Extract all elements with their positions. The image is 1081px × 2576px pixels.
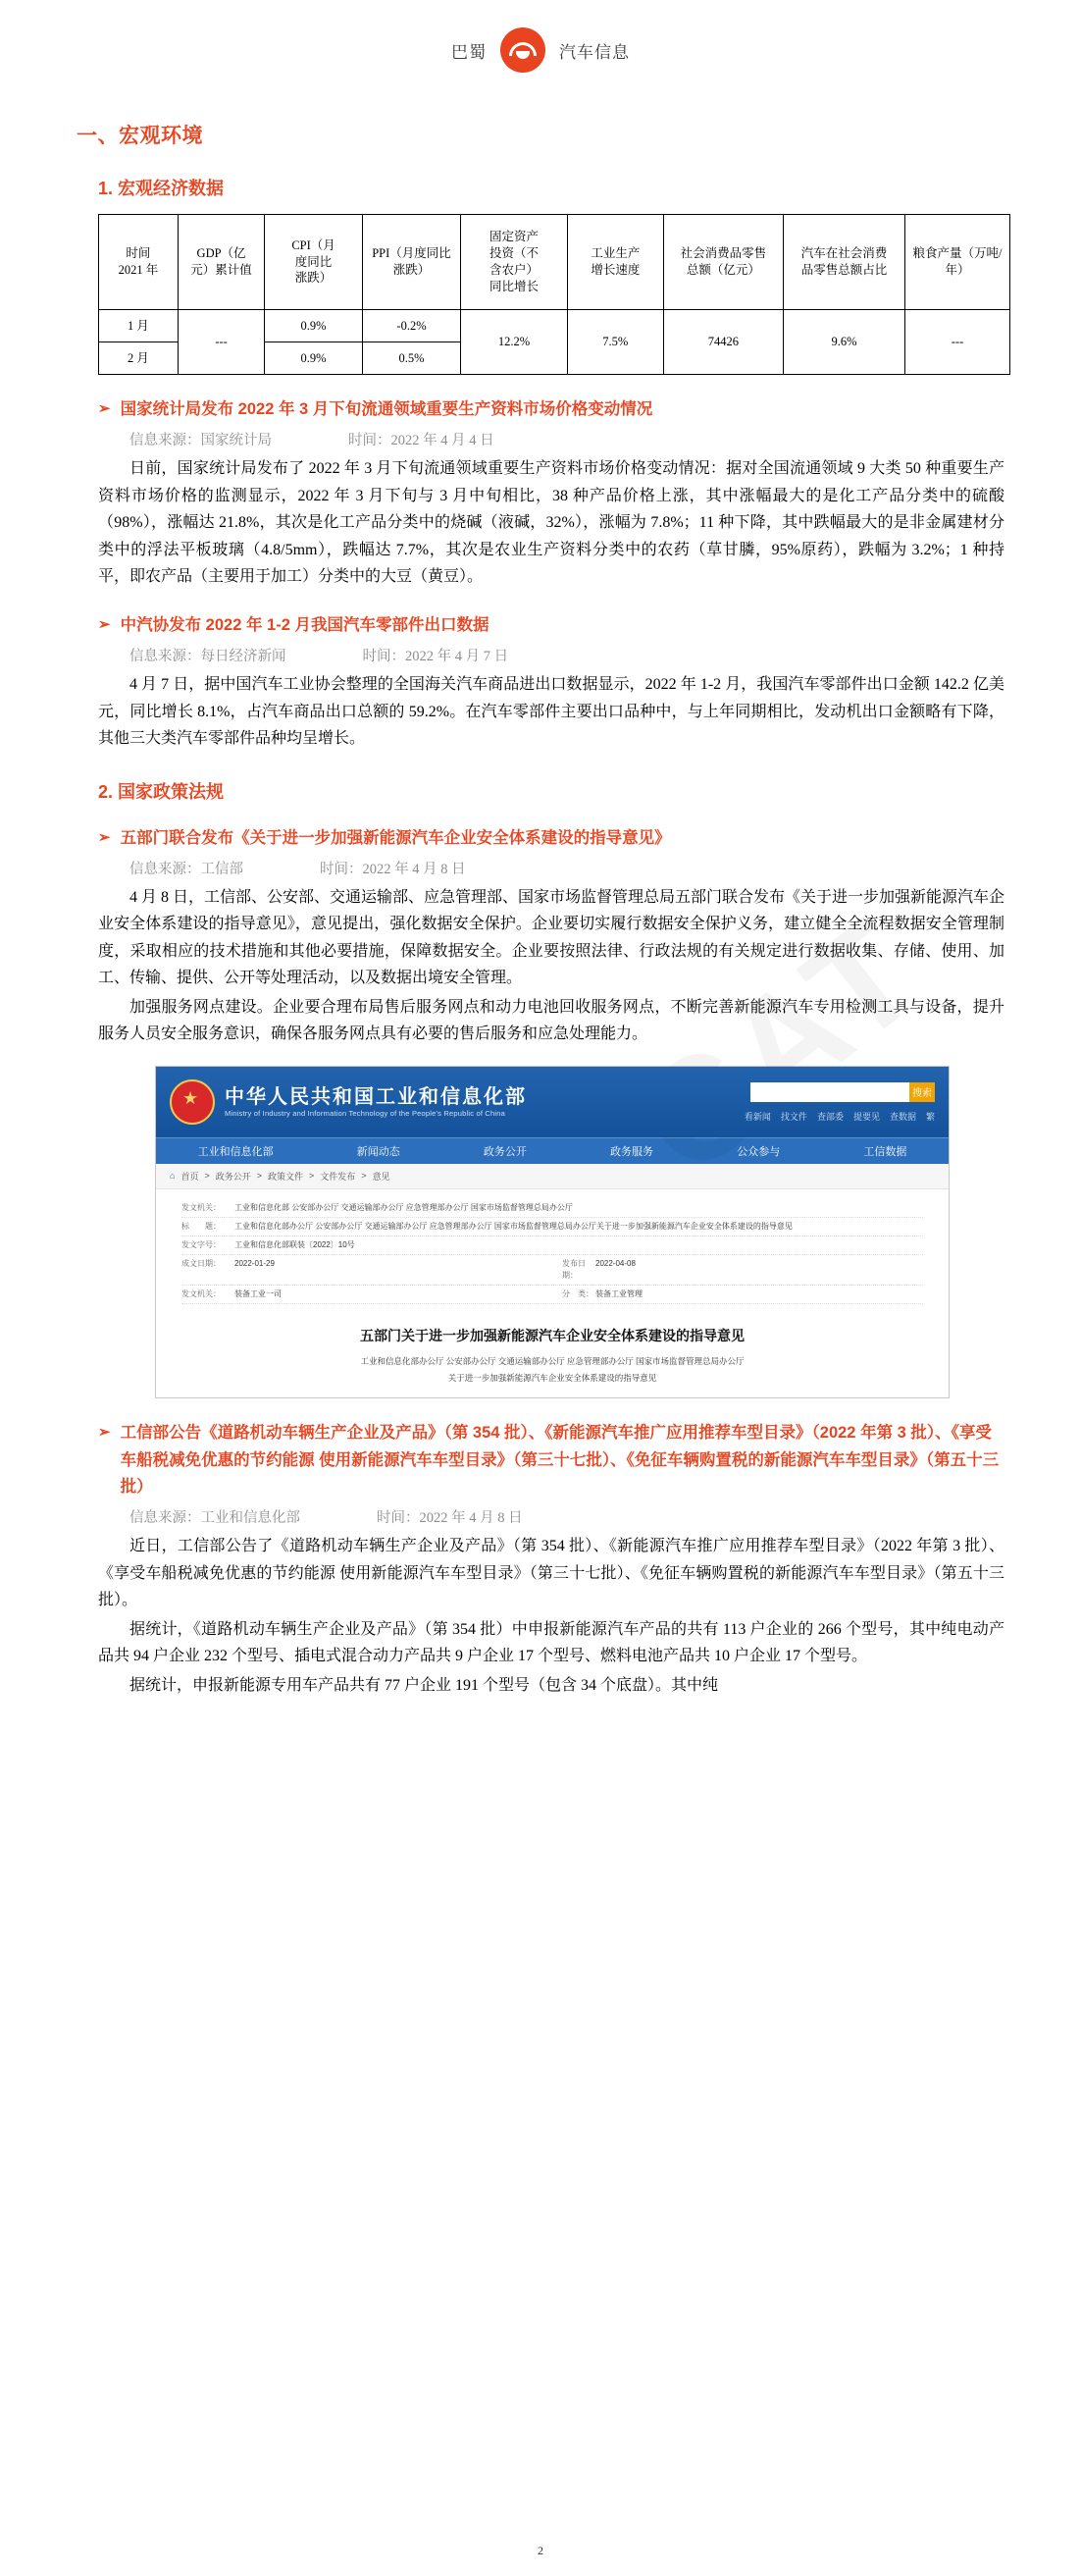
quick-link[interactable]: 查部委 xyxy=(816,1111,844,1122)
arrow-bullet-icon: ➢ xyxy=(98,828,111,846)
quick-link[interactable]: 提要见 xyxy=(852,1111,880,1122)
document-metadata-table xyxy=(156,1189,949,1310)
breadcrumb-item[interactable]: 政务公开 xyxy=(215,1171,251,1182)
cell-fixed: 12.2% xyxy=(461,310,568,375)
arrow-bullet-icon: ➢ xyxy=(98,400,111,417)
metadata-row: 发文机关： 工业和信息化部 公安部办公厅 交通运输部办公厅 应急管理部办公厅 国家市场监督管理总局办公厅 xyxy=(181,1199,923,1218)
article-source-4: 信息来源：工业和信息化部 xyxy=(129,1510,300,1527)
arrow-bullet-icon: ➢ xyxy=(98,1424,111,1442)
site-search[interactable] xyxy=(750,1082,935,1102)
page-number: 2 xyxy=(538,2544,543,2557)
article-date-3: 时间：2022 年 4 月 8 日 xyxy=(320,861,466,877)
article-source-2: 信息来源：每日经济新闻 xyxy=(129,649,286,665)
nav-item[interactable]: 公众参与 xyxy=(737,1145,781,1158)
th-time: 时间 2021 年 xyxy=(99,215,179,310)
breadcrumb-sep: > xyxy=(361,1171,367,1182)
breadcrumb[interactable] xyxy=(156,1164,949,1189)
breadcrumb-item[interactable]: 政策文件 xyxy=(268,1171,304,1182)
th-retail-total: 社会消费品零售 总额（亿元） xyxy=(663,215,783,310)
cell-ppi: 0.5% xyxy=(362,342,460,375)
metadata-row: 发文机关： 装备工业一司 分 类： 装备工业管理 xyxy=(181,1286,923,1304)
article-source-1: 信息来源：国家统计局 xyxy=(129,433,272,449)
car-logo-icon xyxy=(500,27,545,73)
th-fixed-investment: 固定资产 投资（不 含农户） 同比增长 xyxy=(461,215,568,310)
gov-site-title: 中华人民共和国工业和信息化部 Ministry of Industry and Information Technology of the People's Republic of China xyxy=(225,1085,527,1118)
article-paragraph: 据统计，申报新能源专用车产品共有 77 户企业 191 个型号（包含 34 个底盘）。其中纯 xyxy=(129,1676,719,1694)
cell-time: 2 月 xyxy=(99,342,179,375)
national-emblem-icon xyxy=(170,1079,215,1125)
metadata-row: 标 题： 工业和信息化部办公厅 公安部办公厅 交通运输部办公厅 应急管理部办公厅 国家市场监督管理总局办公厅关于进一步加强新能源汽车企业安全体系建设的指导意见 xyxy=(181,1218,923,1236)
quick-link[interactable]: 查数据 xyxy=(889,1111,916,1122)
breadcrumb-item[interactable]: 首页 xyxy=(180,1171,199,1182)
quick-link[interactable]: 找文件 xyxy=(780,1111,807,1122)
article-title-3: ➢ 五部门联合发布《关于进一步加强新能源汽车企业安全体系建设的指导意见》 xyxy=(98,825,1004,852)
cell-industrial: 7.5% xyxy=(567,310,663,375)
article-title-4: ➢ 工信部公告《道路机动车辆生产企业及产品》（第 354 批）、《新能源汽车推广应用推荐车型目录》（2022 年第 3 批）、《享受车船税减免优惠的节约能源 使用新能源汽车车型目录》（第三十七批）、《免征车辆购置税的新能源汽车车型目录》（第五十三批） xyxy=(98,1420,1004,1500)
article-meta-2 xyxy=(129,645,1004,665)
nav-item[interactable]: 政务服务 xyxy=(610,1145,654,1158)
th-cpi: CPI（月 度同比 涨跌） xyxy=(265,215,362,310)
table-row xyxy=(99,310,1010,342)
metadata-row: 成文日期： 2022-01-29 发布日期： 2022-04-08 xyxy=(181,1255,923,1286)
home-icon: ⌂ xyxy=(170,1171,176,1182)
cell-grain: --- xyxy=(905,310,1010,375)
nav-item[interactable]: 工业和信息化部 xyxy=(197,1145,274,1158)
nav-item[interactable]: 新闻动态 xyxy=(356,1145,400,1158)
cell-cpi: 0.9% xyxy=(265,342,362,375)
quick-links[interactable] xyxy=(745,1110,935,1123)
miit-website-screenshot xyxy=(155,1066,950,1399)
nav-item[interactable]: 政务公开 xyxy=(483,1145,527,1158)
figure-document-issuers: 工业和信息化部办公厅 公安部办公厅 交通运输部办公厅 应急管理部办公厅 国家市场监督管理总局办公厅 xyxy=(360,1355,745,1366)
breadcrumb-item[interactable]: 意见 xyxy=(372,1171,390,1182)
article-title-1: ➢ 国家统计局发布 2022 年 3 月下旬流通领域重要生产资料市场价格变动情况 xyxy=(98,396,1004,423)
article-meta-4 xyxy=(129,1506,1004,1527)
quick-link[interactable]: 看新闻 xyxy=(744,1111,771,1122)
cell-retail: 74426 xyxy=(663,310,783,375)
search-input[interactable] xyxy=(750,1082,909,1102)
article-source-3: 信息来源：工信部 xyxy=(129,861,243,877)
article-title-2: ➢ 中汽协发布 2022 年 1-2 月我国汽车零部件出口数据 xyxy=(98,612,1004,639)
article-paragraph: 日前，国家统计局发布了 2022 年 3 月下旬流通领域重要生产资料市场价格变动情况：据对全国流通领域 9 大类 50 种重要生产资料市场价格的监测显示，2022 年 3 月下旬与 3 月中旬相比，38 种产品价格上涨，其中涨幅最大的是化工产品分类中的硫酸（98%），涨幅达 21.8%，其次是化工产品分类中的烧碱（液碱，32%），涨幅为 7.8%；11 种下降，其中跌幅最大的是非金属建材分类中的浮法平板玻璃（4.8/5mm），跌幅达 7.7%，其次是农业生产资料分类中的农药（草甘膦，95%原药），跌幅为 3.2%；1 种持平，即农产品（主要用于加工）分类中的大豆（黄豆）。 xyxy=(98,460,1004,586)
th-ppi: PPI（月度同比涨跌） xyxy=(362,215,460,310)
article-paragraph: 4 月 8 日，工信部、公安部、交通运输部、应急管理部、国家市场监督管理总局五部门联合发布《关于进一步加强新能源汽车企业安全体系建设的指导意见》，意见提出，强化数据安全保护。企业要切实履行数据安全保护义务，建立健全全流程数据安全管理制度，采取相应的技术措施和其他必要措施，保障数据安全。企业要按照法律、行政法规的有关规定进行数据收集、存储、使用、加工、传输、提供、公开等处理活动，以及数据出境安全管理。 xyxy=(98,888,1005,987)
article-paragraph: 据统计，《道路机动车辆生产企业及产品》（第 354 批）中申报新能源汽车产品的共有 113 户企业的 266 个型号，其中纯电动产品共 94 户企业 232 个型号、插电式混合动力产品共 9 户企业 17 个型号、燃料电池产品共 10 户企业 17 个型号。 xyxy=(98,1620,1004,1665)
cell-ppi: -0.2% xyxy=(362,310,460,342)
brand-right-text: 汽车信息 xyxy=(559,42,630,62)
figure-document-subtitle: 关于进一步加强新能源汽车企业安全体系建设的指导意见 xyxy=(447,1373,657,1384)
article-paragraph: 加强服务网点建设。企业要合理布局售后服务网点和动力电池回收服务网点，不断完善新能源汽车专用检测工具与设备，提升服务人员安全服务意识，确保各服务网点具有必要的售后服务和应急处理能力。 xyxy=(98,998,1004,1043)
table-header-row xyxy=(99,215,1010,310)
brand-left-text: 巴蜀 xyxy=(451,42,487,62)
subsection-heading-policy: 2. 国家政策法规 xyxy=(98,781,225,802)
breadcrumb-sep: > xyxy=(204,1171,210,1182)
gov-site-nav[interactable] xyxy=(156,1137,949,1164)
th-auto-share: 汽车在社会消费 品零售总额占比 xyxy=(783,215,904,310)
breadcrumb-item[interactable]: 文件发布 xyxy=(320,1171,356,1182)
article-meta-3 xyxy=(129,858,1004,878)
document-header xyxy=(77,27,1004,73)
article-paragraph: 4 月 7 日，据中国汽车工业协会整理的全国海关汽车商品进出口数据显示，2022 年 1-2 月，我国汽车零部件出口金额 142.2 亿美元，同比增长 8.1%，占汽车商品出口总额的 59.2%。在汽车零部件主要出口品种中，与上年同期相比，发动机出口金额略有下降，其他三大类汽车零部件品种均呈增长。 xyxy=(98,676,1004,748)
th-gdp: GDP（亿 元）累计值 xyxy=(178,215,265,310)
th-industrial-output: 工业生产 增长速度 xyxy=(567,215,663,310)
article-date-1: 时间：2022 年 4 月 4 日 xyxy=(348,433,494,449)
article-date-4: 时间：2022 年 4 月 8 日 xyxy=(377,1510,523,1527)
gov-site-header xyxy=(156,1067,949,1137)
article-paragraph: 近日，工信部公告了《道路机动车辆生产企业及产品》（第 354 批）、《新能源汽车推广应用推荐车型目录》（2022 年第 3 批）、《享受车船税减免优惠的节约能源 使用新能源汽车车型目录》（第三十七批）、《免征车辆购置税的新能源汽车车型目录》（第五十三批）。 xyxy=(98,1538,1004,1609)
breadcrumb-sep: > xyxy=(309,1171,315,1182)
section-heading-1: 一、宏观环境 xyxy=(77,125,203,147)
subsection-heading-macro-data: 1. 宏观经济数据 xyxy=(98,179,225,198)
search-button[interactable]: 搜索 xyxy=(909,1082,935,1102)
figure-document-title: 五部门关于进一步加强新能源汽车企业安全体系建设的指导意见 xyxy=(360,1329,745,1344)
cell-cpi: 0.9% xyxy=(265,310,362,342)
cell-auto-share: 9.6% xyxy=(783,310,904,375)
breadcrumb-sep: > xyxy=(256,1171,262,1182)
cell-time: 1 月 xyxy=(99,310,179,342)
macro-economic-table xyxy=(98,214,1010,375)
article-date-2: 时间：2022 年 4 月 7 日 xyxy=(362,649,509,665)
nav-item[interactable]: 工信数据 xyxy=(863,1145,907,1158)
metadata-row: 发文字号： 工业和信息化部联装〔2022〕10号 xyxy=(181,1236,923,1255)
th-grain-output: 粮食产量（万吨/ 年） xyxy=(905,215,1010,310)
cell-gdp: --- xyxy=(178,310,265,375)
arrow-bullet-icon: ➢ xyxy=(98,615,111,633)
article-meta-1 xyxy=(129,429,1004,449)
quick-link[interactable]: 繁 xyxy=(925,1111,935,1122)
